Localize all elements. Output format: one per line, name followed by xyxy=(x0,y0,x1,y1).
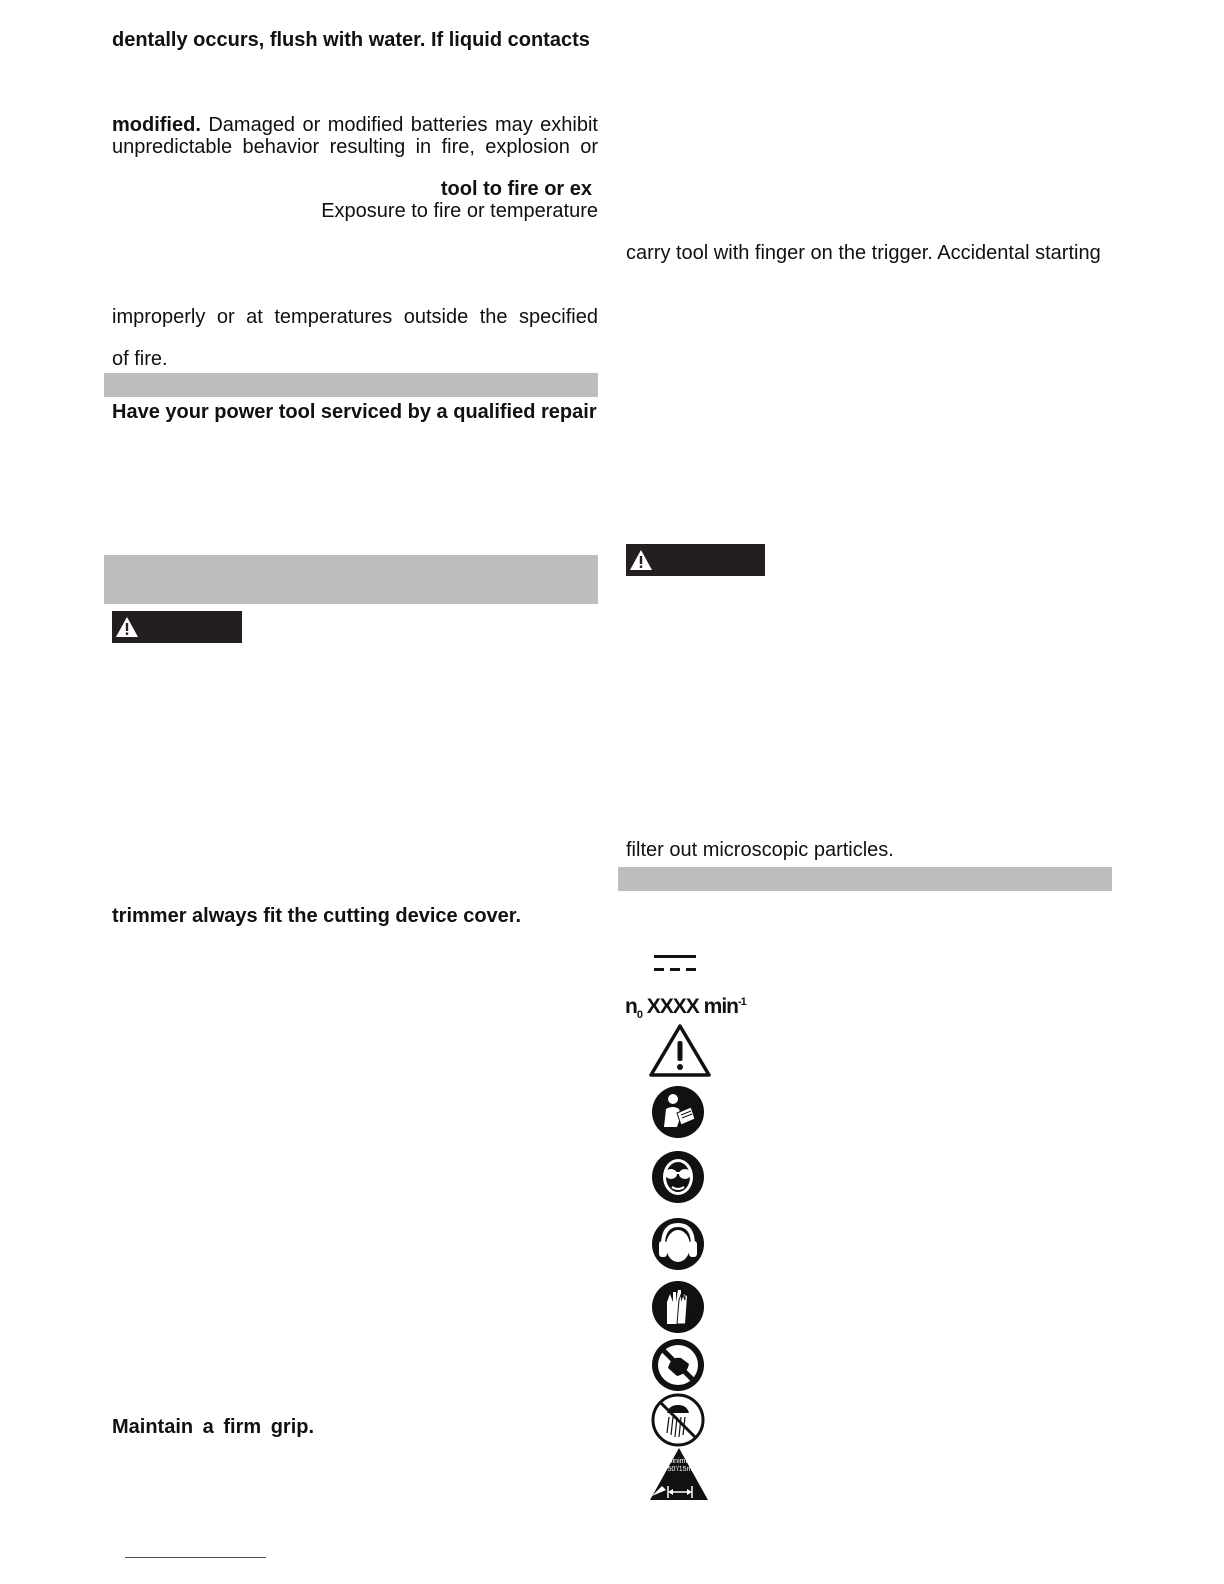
speed-value: XXXX min xyxy=(641,995,738,1018)
service-section-bar xyxy=(104,373,598,397)
damaged-battery-rest: Damaged or modified batteries may exhibit xyxy=(200,114,598,136)
filter-particles-text: filter out microscopic particles. xyxy=(626,839,894,861)
temperature-text: improperly or at temperatures outside the specified xyxy=(112,306,598,328)
speed-subscript: 0 xyxy=(636,1009,642,1022)
safety-section-bar xyxy=(104,555,598,604)
speed-superscript: -1 xyxy=(737,996,746,1008)
symbols-section-bar xyxy=(618,867,1112,891)
speed-n: n xyxy=(625,995,637,1018)
unpredictable-behavior-line: unpredictable behavior resulting in fire, explosion or xyxy=(112,136,598,158)
ear-protection-icon xyxy=(651,1217,705,1271)
read-manual-icon xyxy=(651,1085,705,1139)
fire-exposure-heading: tool to fire or ex xyxy=(440,178,592,200)
warning-triangle-icon xyxy=(115,616,139,638)
distance-sign-text-1: minimum xyxy=(666,1458,696,1465)
warning-triangle-icon xyxy=(629,549,653,571)
damaged-battery-lead: modified. xyxy=(112,114,201,136)
gloves-icon xyxy=(651,1280,705,1334)
carry-tool-text: carry tool with finger on the trigger. Accidental starting xyxy=(626,242,1101,264)
firm-grip-text: Maintain a firm grip. xyxy=(112,1416,315,1438)
no-rain-icon xyxy=(651,1393,705,1447)
link-underline xyxy=(125,1557,266,1558)
trimmer-cover-text: trimmer always fit the cutting device cover. xyxy=(112,905,522,927)
dc-current-icon xyxy=(652,952,698,976)
distance-sign-text-2: 50'/15m xyxy=(667,1466,693,1473)
battery-leak-text: dentally occurs, flush with water. If liquid contacts xyxy=(112,29,590,51)
warning-triangle-icon xyxy=(648,1022,712,1078)
fire-text: of fire. xyxy=(112,348,168,370)
eye-protection-icon xyxy=(651,1150,705,1204)
damaged-battery-line xyxy=(112,114,598,136)
service-text: Have your power tool serviced by a qualified repair xyxy=(112,401,597,423)
no-hands-icon xyxy=(651,1338,705,1392)
warning-label-box-right xyxy=(626,544,765,576)
no-load-speed-label xyxy=(625,995,746,1021)
fire-exposure-text: Exposure to fire or temperature xyxy=(321,200,598,222)
warning-label-box xyxy=(112,611,242,643)
minimum-distance-icon xyxy=(648,1446,710,1502)
